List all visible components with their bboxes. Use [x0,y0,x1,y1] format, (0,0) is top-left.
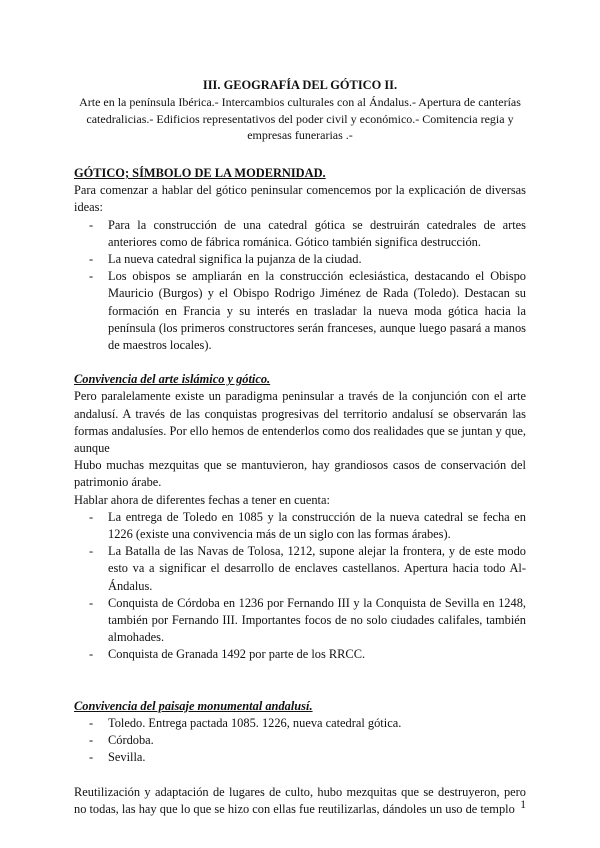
section2-paragraph-3: Hablar ahora de diferentes fechas a tener en cuenta: [74,492,330,507]
list-item-text: Conquista de Granada 1492 por parte de los RRCC. [108,647,366,662]
section2-paragraph-1: Pero paralelamente existe un paradigma peninsular a través de la conjunción con el arte andalusí. A través de las conquistas progresivas del territorio andalusí se observarán las formas andalusíes. Por ello hemos de entenderlos como dos realidades que se juntan y que, aunque [74,389,526,456]
dash-bullet: - [89,595,94,610]
document-subtitle: Arte en la península Ibérica.- Intercambios culturales con al Ándalus.- Apertura de canterías catedralicias.- Edificios representativos del poder civil y económico.- Comitencia regia y empresas funerarias .- [79,95,521,143]
list-item [74,543,526,595]
list-item-text: Córdoba. [108,733,154,748]
section1-intro: Para comenzar a hablar del gótico peninsular comencemos por la explicación de diversas ideas: [74,183,526,215]
dash-bullet: - [89,750,94,765]
document-body [74,165,526,818]
section-heading-monumental-landscape: Convivencia del paisaje monumental andalusí. [74,698,313,713]
dash-bullet: - [89,509,94,524]
dash-bullet: - [89,715,94,730]
page-number: 1 [520,798,526,811]
section1-list [74,217,526,355]
list-item [74,217,526,251]
title-block [70,77,530,143]
list-item-text: La entrega de Toledo en 1085 y la construcción de la nueva catedral se fecha en 1226 (existe una convivencia más de un siglo con las formas árabes). [108,509,526,542]
list-item [74,646,526,663]
section3-list [74,715,526,767]
dash-bullet: - [89,217,94,232]
section-heading-coexistence: Convivencia del arte islámico y gótico. [74,372,271,387]
list-item [74,509,526,543]
list-item-text: Sevilla. [108,750,146,765]
list-item [74,595,526,647]
list-item-text: Para la construcción de una catedral gótica se destruirán catedrales de artes anteriores como de fábrica románica. Gótico también significa destrucción. [108,217,526,249]
dash-bullet: - [89,269,94,284]
document-title: III. GEOGRAFÍA DEL GÓTICO II. [202,78,398,92]
list-item-text: Los obispos se ampliarán en la construcción eclesiástica, destacando el Obispo Mauricio (Burgos) y el Obispo Rodrigo Jiménez de Rada (Toledo). Destacan su formación en Francia y su interés en trasladar la nueva moda gótica hacia la península (los primeros constructores serán franceses, aunque luego pasará a manos de maestros locales). [108,269,526,353]
list-item [74,715,526,732]
dash-bullet: - [89,733,94,748]
list-item [74,749,526,766]
section2-paragraph-2: Hubo muchas mezquitas que se mantuvieron, hay grandiosos casos de conservación del patrimonio árabe. [74,458,526,490]
dash-bullet: - [89,647,94,662]
list-item [74,251,526,268]
list-item [74,268,526,354]
dash-bullet: - [89,252,94,267]
list-item [74,732,526,749]
closing-paragraph: Reutilización y adaptación de lugares de culto, hubo mezquitas que se destruyeron, pero no todas, las hay que lo que se hizo con ellas fue reutilizarlas, dándoles un uso de templo [74,784,526,816]
list-item-text: La Batalla de las Navas de Tolosa, 1212, supone alejar la frontera, y de este modo esto va a significar el desarrollo de enclaves castellanos. Apertura hacia todo Al-Ándalus. [108,544,526,593]
list-item-text: Conquista de Córdoba en 1236 por Fernando III y la Conquista de Sevilla en 1248, también por Fernando III. Importantes focos de no solo ciudades califales, también almohades. [108,595,526,645]
dash-bullet: - [89,544,94,559]
list-item-text: La nueva catedral significa la pujanza de la ciudad. [108,252,362,267]
list-item-text: Toledo. Entrega pactada 1085. 1226, nueva catedral gótica. [108,715,402,730]
section-heading-gothic-modernity: GÓTICO; SÍMBOLO DE LA MODERNIDAD. [74,166,326,180]
section2-list [74,509,526,664]
